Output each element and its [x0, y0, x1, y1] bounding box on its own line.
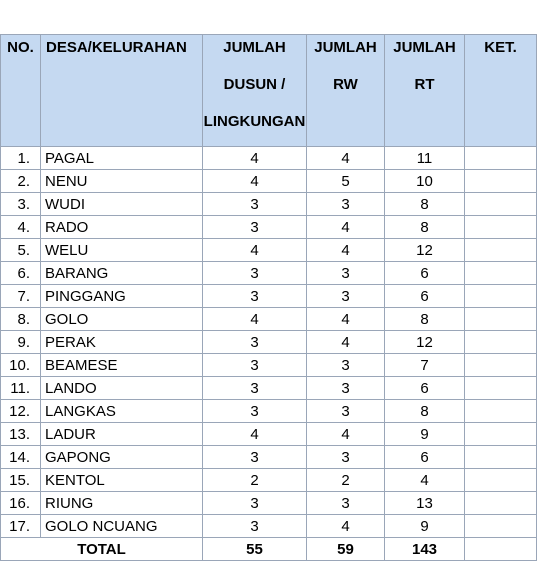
table-row	[1, 331, 537, 354]
cell-no: 16.	[1, 492, 41, 515]
cell-desa: BEAMESE	[41, 354, 203, 377]
table-row	[1, 354, 537, 377]
cell-dusun: 4	[203, 147, 307, 170]
cell-rw: 3	[307, 354, 385, 377]
cell-rt: 13	[385, 492, 465, 515]
cell-rt: 6	[385, 377, 465, 400]
cell-rt: 6	[385, 285, 465, 308]
total-rw: 59	[307, 538, 385, 561]
cell-desa: GAPONG	[41, 446, 203, 469]
cell-ket	[465, 262, 537, 285]
cell-ket	[465, 469, 537, 492]
cell-ket	[465, 239, 537, 262]
total-rt: 143	[385, 538, 465, 561]
cell-ket	[465, 331, 537, 354]
table-row	[1, 285, 537, 308]
cell-dusun: 3	[203, 446, 307, 469]
cell-rt: 12	[385, 331, 465, 354]
cell-desa: PERAK	[41, 331, 203, 354]
header-rt: JUMLAH RT	[385, 35, 465, 147]
cell-rw: 4	[307, 216, 385, 239]
cell-desa: LADUR	[41, 423, 203, 446]
cell-desa: RIUNG	[41, 492, 203, 515]
cell-rt: 6	[385, 446, 465, 469]
cell-no: 15.	[1, 469, 41, 492]
table-row	[1, 239, 537, 262]
cell-ket	[465, 147, 537, 170]
cell-ket	[465, 446, 537, 469]
table-row	[1, 492, 537, 515]
cell-rw: 4	[307, 147, 385, 170]
cell-desa: GOLO NCUANG	[41, 515, 203, 538]
cell-rw: 3	[307, 446, 385, 469]
header-dusun: JUMLAH DUSUN / LINGKUNGAN	[203, 35, 307, 147]
cell-dusun: 3	[203, 354, 307, 377]
total-row	[1, 538, 537, 561]
cell-rw: 4	[307, 423, 385, 446]
cell-rw: 4	[307, 515, 385, 538]
table-row	[1, 216, 537, 239]
cell-desa: BARANG	[41, 262, 203, 285]
cell-desa: GOLO	[41, 308, 203, 331]
cell-ket	[465, 400, 537, 423]
cell-rt: 8	[385, 308, 465, 331]
cell-rt: 8	[385, 193, 465, 216]
cell-rw: 3	[307, 400, 385, 423]
cell-desa: RADO	[41, 216, 203, 239]
total-dusun: 55	[203, 538, 307, 561]
cell-no: 12.	[1, 400, 41, 423]
cell-ket	[465, 354, 537, 377]
cell-no: 14.	[1, 446, 41, 469]
cell-ket	[465, 492, 537, 515]
cell-dusun: 3	[203, 492, 307, 515]
cell-no: 9.	[1, 331, 41, 354]
cell-no: 10.	[1, 354, 41, 377]
cell-rw: 4	[307, 331, 385, 354]
table-row	[1, 400, 537, 423]
cell-ket	[465, 423, 537, 446]
cell-ket	[465, 515, 537, 538]
cell-rt: 9	[385, 515, 465, 538]
cell-rw: 2	[307, 469, 385, 492]
cell-rt: 11	[385, 147, 465, 170]
cell-desa: LANDO	[41, 377, 203, 400]
cell-no: 4.	[1, 216, 41, 239]
cell-desa: PINGGANG	[41, 285, 203, 308]
cell-rw: 3	[307, 377, 385, 400]
cell-rt: 9	[385, 423, 465, 446]
cell-rw: 3	[307, 193, 385, 216]
cell-rw: 4	[307, 308, 385, 331]
cell-dusun: 4	[203, 423, 307, 446]
cell-no: 5.	[1, 239, 41, 262]
cell-dusun: 4	[203, 239, 307, 262]
header-ket: KET.	[465, 35, 537, 147]
table-row	[1, 423, 537, 446]
cell-dusun: 3	[203, 262, 307, 285]
cell-rw: 3	[307, 492, 385, 515]
cell-dusun: 3	[203, 400, 307, 423]
cell-no: 1.	[1, 147, 41, 170]
table-row	[1, 308, 537, 331]
total-ket	[465, 538, 537, 561]
cell-ket	[465, 170, 537, 193]
cell-no: 3.	[1, 193, 41, 216]
cell-dusun: 3	[203, 377, 307, 400]
header-no: NO.	[1, 35, 41, 147]
cell-ket	[465, 308, 537, 331]
cell-ket	[465, 216, 537, 239]
cell-ket	[465, 285, 537, 308]
table-body	[1, 147, 537, 561]
cell-rt: 8	[385, 216, 465, 239]
cell-rt: 7	[385, 354, 465, 377]
table-row	[1, 147, 537, 170]
header-desa: DESA/KELURAHAN	[41, 35, 203, 147]
cell-desa: LANGKAS	[41, 400, 203, 423]
cell-no: 7.	[1, 285, 41, 308]
cell-desa: WELU	[41, 239, 203, 262]
cell-desa: NENU	[41, 170, 203, 193]
cell-rt: 12	[385, 239, 465, 262]
cell-no: 6.	[1, 262, 41, 285]
cell-no: 13.	[1, 423, 41, 446]
cell-ket	[465, 193, 537, 216]
cell-dusun: 4	[203, 170, 307, 193]
cell-desa: WUDI	[41, 193, 203, 216]
cell-ket	[465, 377, 537, 400]
cell-rt: 4	[385, 469, 465, 492]
table-row	[1, 469, 537, 492]
cell-rw: 3	[307, 285, 385, 308]
table-row	[1, 446, 537, 469]
table-row	[1, 262, 537, 285]
cell-rw: 5	[307, 170, 385, 193]
cell-dusun: 3	[203, 285, 307, 308]
cell-rt: 8	[385, 400, 465, 423]
cell-dusun: 3	[203, 515, 307, 538]
cell-dusun: 3	[203, 216, 307, 239]
table-row	[1, 170, 537, 193]
village-table	[0, 34, 537, 561]
cell-desa: KENTOL	[41, 469, 203, 492]
cell-rw: 4	[307, 239, 385, 262]
cell-dusun: 3	[203, 331, 307, 354]
cell-rw: 3	[307, 262, 385, 285]
header-rw: JUMLAH RW	[307, 35, 385, 147]
cell-rt: 6	[385, 262, 465, 285]
header-row	[1, 35, 537, 147]
cell-no: 2.	[1, 170, 41, 193]
cell-dusun: 4	[203, 308, 307, 331]
table-row	[1, 515, 537, 538]
cell-rt: 10	[385, 170, 465, 193]
total-label: TOTAL	[1, 538, 203, 561]
cell-no: 11.	[1, 377, 41, 400]
cell-dusun: 2	[203, 469, 307, 492]
table-row	[1, 377, 537, 400]
table-row	[1, 193, 537, 216]
cell-desa: PAGAL	[41, 147, 203, 170]
cell-no: 17.	[1, 515, 41, 538]
cell-no: 8.	[1, 308, 41, 331]
cell-dusun: 3	[203, 193, 307, 216]
